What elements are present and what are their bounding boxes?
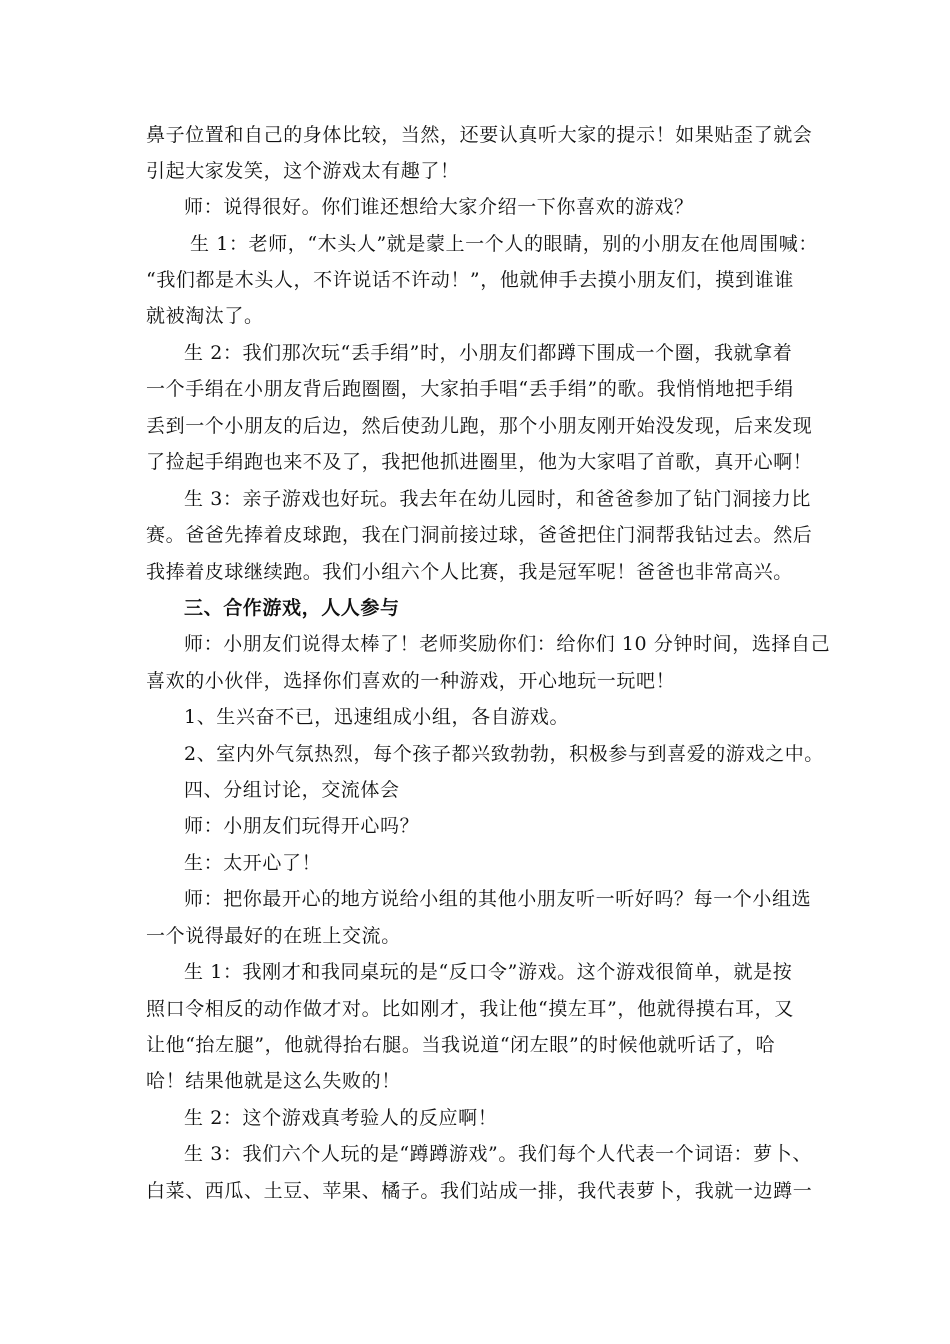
text-line: 生 2：这个游戏真考验人的反应啊！ (184, 1107, 498, 1129)
text-line: 赛。爸爸先捧着皮球跑，我在门洞前接过球，爸爸把住门洞帮我钻过去。然后 (146, 524, 813, 546)
text-line: 生 3：我们六个人玩的是“蹲蹲游戏”。我们每个人代表一个词语：萝卜、 (184, 1143, 812, 1165)
text-line: 生 1：老师，“木头人”就是蒙上一个人的眼睛，别的小朋友在他周围喊： (190, 233, 818, 255)
text-line: 了捡起手绢跑也来不及了，我把他抓进圈里，他为大家唱了首歌，真开心啊！ (146, 451, 813, 473)
text-line: 哈！结果他就是这么失败的！ (146, 1070, 401, 1092)
text-line: 师：小朋友们说得太棒了！老师奖励你们：给你们 10 分钟时间，选择自己 (184, 633, 831, 655)
text-line: 喜欢的小伙伴，选择你们喜欢的一种游戏，开心地玩一玩吧！ (146, 670, 676, 692)
text-line: 就被淘汰了。 (146, 305, 264, 327)
text-line: 鼻子位置和自己的身体比较，当然，还要认真听大家的提示！如果贴歪了就会 (146, 124, 813, 146)
text-line: 白菜、西瓜、土豆、苹果、橘子。我们站成一排，我代表萝卜，我就一边蹲一 (146, 1180, 813, 1202)
section-heading: 三、合作游戏，人人参与 (184, 597, 400, 619)
text-line: 丢到一个小朋友的后边，然后使劲儿跑，那个小朋友刚开始没发现，后来发现 (146, 415, 813, 437)
text-line: “我们都是木头人，不许说话不许动！”，他就伸手去摸小朋友们，摸到谁谁 (146, 269, 794, 291)
text-line: 一个手绢在小朋友背后跑圈圈，大家拍手唱“丢手绢”的歌。我悄悄地把手绢 (146, 378, 794, 400)
text-line: 照口令相反的动作做才对。比如刚才，我让他“摸左耳”，他就得摸右耳，又 (146, 998, 794, 1020)
text-line: 师：把你最开心的地方说给小组的其他小朋友听一听好吗？每一个小组选 (184, 888, 812, 910)
text-line: 2、室内外气氛热烈，每个孩子都兴致勃勃，积极参与到喜爱的游戏之中。 (184, 743, 824, 765)
text-line: 师：小朋友们玩得开心吗？ (184, 815, 420, 837)
text-line: 引起大家发笑，这个游戏太有趣了！ (146, 160, 460, 182)
section-heading: 四、分组讨论，交流体会 (184, 779, 400, 801)
text-line: 一个说得最好的在班上交流。 (146, 925, 401, 947)
text-line: 生：太开心了！ (184, 852, 322, 874)
text-line: 让他“抬左腿”，他就得抬右腿。当我说道“闭左眼”的时候他就听话了，哈 (146, 1034, 776, 1056)
text-line: 1、生兴奋不已，迅速组成小组，各自游戏。 (184, 706, 570, 728)
text-line: 生 3：亲子游戏也好玩。我去年在幼儿园时，和爸爸参加了钻门洞接力比 (184, 488, 811, 510)
text-line: 我捧着皮球继续跑。我们小组六个人比赛，我是冠军呢！爸爸也非常高兴。 (146, 561, 793, 583)
text-line: 师：说得很好。你们谁还想给大家介绍一下你喜欢的游戏？ (184, 196, 694, 218)
text-line: 生 1：我刚才和我同桌玩的是“反口令”游戏。这个游戏很简单，就是按 (184, 961, 793, 983)
text-line: 生 2：我们那次玩“丢手绢”时，小朋友们都蹲下围成一个圈，我就拿着 (184, 342, 793, 364)
